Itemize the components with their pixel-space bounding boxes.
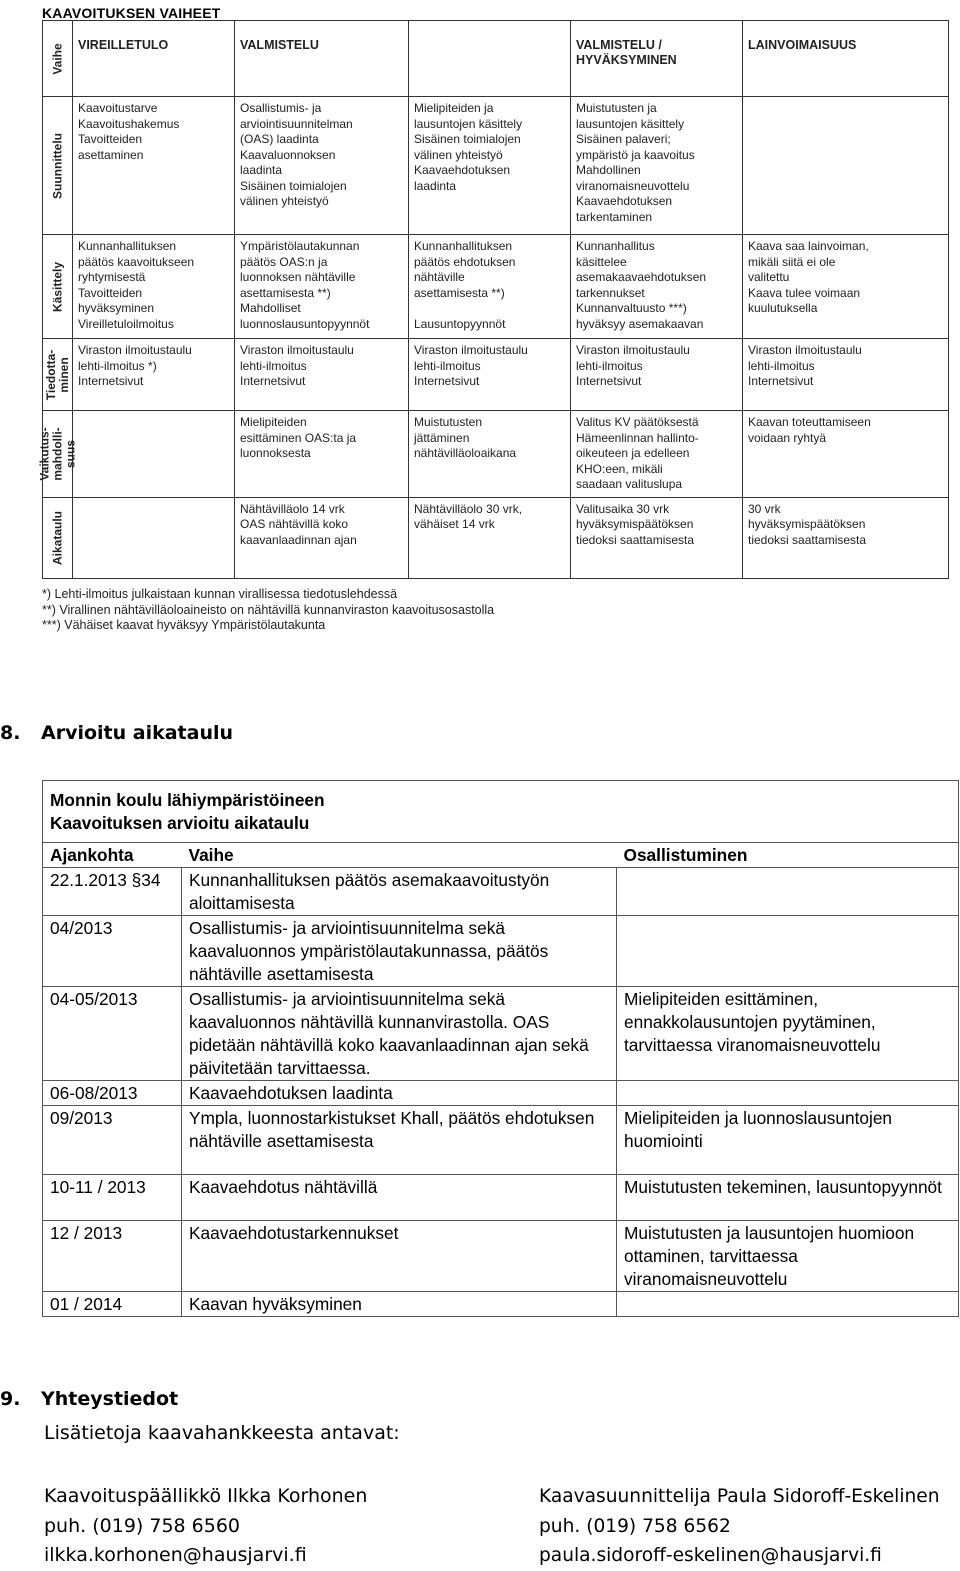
schedule-participation: Muistutusten ja lausuntojen huomioon ottaminen, tarvittaessa viranomaisneuvottelu	[617, 1221, 959, 1292]
table-row	[43, 1292, 959, 1317]
schedule-phase: Kaavaehdotuksen laadinta	[182, 1081, 617, 1106]
phase-cell: Nähtävilläolo 30 vrk, vähäiset 14 vrk	[409, 497, 571, 578]
section-number: 9.	[0, 1388, 21, 1410]
table-row	[43, 1106, 959, 1175]
contact-name: Kaavasuunnittelija Paula Sidoroff-Eskelinen	[539, 1486, 940, 1507]
phase-cell: Kaava saa lainvoiman, mikäli siitä ei ole valitettu Kaava tulee voimaan kuulutuksella	[743, 235, 949, 339]
schedule-date: 04/2013	[43, 916, 182, 987]
phase-cell: Mielipiteiden esittäminen OAS:ta ja luonnoksesta	[235, 411, 409, 498]
phases-row	[43, 497, 949, 578]
table-row	[43, 1175, 959, 1221]
phase-cell: Kunnanhallituksen päätös ehdotuksen nähtäville asettamisesta **) Lausuntopyynnöt	[409, 235, 571, 339]
section-heading-schedule	[0, 722, 233, 744]
schedule-caption-line: Kaavoituksen arvioitu aikataulu	[50, 813, 310, 833]
schedule-participation: Muistutusten tekeminen, lausuntopyynnöt	[617, 1175, 959, 1221]
contact-name: Kaavoituspäällikkö Ilkka Korhonen	[44, 1485, 368, 1507]
phase-cell: Mielipiteiden ja lausuntojen käsittely Sisäinen toimialojen välinen yhteistyö Kaavaehdotuksen laadinta	[409, 97, 571, 235]
footnotes	[42, 587, 494, 634]
contact-phone: puh. (019) 758 6562	[539, 1515, 731, 1537]
contact-email-link[interactable]: paula.sidoroff-eskelinen@hausjarvi.fi	[539, 1545, 882, 1566]
row-label-aikataulu: Aikataulu	[43, 497, 73, 578]
schedule-date: 09/2013	[43, 1106, 182, 1175]
schedule-phase: Kaavaehdotustarkennukset	[182, 1221, 617, 1292]
section-heading-contacts	[0, 1388, 178, 1410]
phase-cell: Kaavan toteuttamiseen voidaan ryhtyä	[743, 411, 949, 498]
schedule-caption	[43, 781, 959, 843]
schedule-date: 01 / 2014	[43, 1292, 182, 1317]
row-label-tiedottaminen: Tiedotta- minen	[43, 339, 73, 411]
phases-row	[43, 339, 949, 411]
schedule-date: 10-11 / 2013	[43, 1175, 182, 1221]
schedule-date: 12 / 2013	[43, 1221, 182, 1292]
table-row	[43, 916, 959, 987]
phase-header-empty	[409, 21, 571, 97]
contact-email-link[interactable]: ilkka.korhonen@hausjarvi.fi	[44, 1544, 307, 1566]
footnote: **) Virallinen nähtävilläoloaineisto on nähtävillä kunnanviraston kaavoitusosastolla	[42, 602, 495, 617]
row-label-vaikutusmahdollisuus: Vaikutus- mahdolli- suus	[43, 411, 73, 498]
schedule-phase: Kaavaehdotus nähtävillä	[182, 1175, 617, 1221]
contacts-intro: Lisätietoja kaavahankkeesta antavat:	[44, 1422, 400, 1444]
phases-header-row	[43, 21, 949, 97]
schedule-table	[42, 780, 959, 1317]
footnote: *) Lehti-ilmoitus julkaistaan kunnan virallisessa tiedotuslehdessä	[42, 587, 398, 601]
phase-header-valmistelu: VALMISTELU	[235, 21, 409, 97]
schedule-date: 22.1.2013 §34	[43, 868, 182, 916]
schedule-date: 04-05/2013	[43, 987, 182, 1081]
contact-card	[539, 1482, 940, 1571]
phases-row	[43, 235, 949, 339]
phase-cell: Ympäristölautakunnan päätös OAS:n ja luonnoksen nähtäville asettamisesta **) Mahdolliset luonnoslausuntopyynnöt	[235, 235, 409, 339]
table-row	[43, 1221, 959, 1292]
schedule-participation	[617, 868, 959, 916]
phases-row	[43, 97, 949, 235]
phase-cell: Kunnanhallitus käsittelee asemakaavaehdotuksen tarkennukset Kunnanvaltuusto ***) hyväksyy asemakaavan	[571, 235, 743, 339]
column-header-phase: Vaihe	[182, 843, 617, 868]
phase-cell: Viraston ilmoitustaulu lehti-ilmoitus Internetsivut	[743, 339, 949, 411]
section-title: Yhteystiedot	[41, 1388, 179, 1410]
phase-cell: Viraston ilmoitustaulu lehti-ilmoitus Internetsivut	[235, 339, 409, 411]
schedule-participation: Mielipiteiden esittäminen, ennakkolausuntojen pyytäminen, tarvittaessa viranomaisneuvottelu	[617, 987, 959, 1081]
schedule-phase: Ympla, luonnostarkistukset Khall, päätös ehdotuksen nähtäville asettamisesta	[182, 1106, 617, 1175]
phase-cell: Valitusaika 30 vrk hyväksymispäätöksen tiedoksi saattamisesta	[571, 497, 743, 578]
schedule-phase: Osallistumis- ja arviointisuunnitelma sekä kaavaluonnos ympäristölautakunnassa, päätös nähtäville asettamisesta	[182, 916, 617, 987]
phase-header-hyvaksyminen: VALMISTELU / HYVÄKSYMINEN	[571, 21, 743, 97]
schedule-phase: Kunnanhallituksen päätös asemakaavoitustyön aloittamisesta	[182, 868, 617, 916]
phase-cell: Muistutusten ja lausuntojen käsittely Sisäinen palaveri; ympäristö ja kaavoitus Mahdollinen viranomaisneuvottelu Kaavaehdotuksen tarkentaminen	[571, 97, 743, 235]
phases-title: KAAVOITUKSEN VAIHEET	[42, 5, 221, 21]
phase-cell: Nähtävilläolo 14 vrk OAS nähtävillä koko kaavanlaadinnan ajan	[235, 497, 409, 578]
section-title: Arvioitu aikataulu	[41, 722, 234, 744]
section-number: 8.	[0, 722, 21, 744]
phase-cell: Muistutusten jättäminen nähtävilläoloaikana	[409, 411, 571, 498]
phases-table	[37, 20, 949, 579]
schedule-phase: Osallistumis- ja arviointisuunnitelma sekä kaavaluonnos nähtävillä kunnanvirastolla. OAS pidetään nähtävillä koko kaavanlaadinnan ajan sekä päivitetään tarvittaessa.	[182, 987, 617, 1081]
phase-cell: Kunnanhallituksen päätös kaavoitukseen ryhtymisestä Tavoitteiden hyväksyminen Vireilletuloilmoitus	[73, 235, 235, 339]
phase-header-vireilletulo: VIREILLETULO	[73, 21, 235, 97]
phase-cell: Kaavoitustarve Kaavoitushakemus Tavoitteiden asettaminen	[73, 97, 235, 235]
schedule-caption-row	[43, 781, 959, 843]
phase-cell	[743, 97, 949, 235]
schedule-participation: Mielipiteiden ja luonnoslausuntojen huomiointi	[617, 1106, 959, 1175]
phase-cell: Viraston ilmoitustaulu lehti-ilmoitus Internetsivut	[409, 339, 571, 411]
schedule-date: 06-08/2013	[43, 1081, 182, 1106]
schedule-caption-line: Monnin koulu lähiympäristöineen	[50, 790, 325, 810]
table-row	[43, 987, 959, 1081]
contact-card	[44, 1482, 367, 1571]
row-label-suunnittelu: Suunnittelu	[43, 97, 73, 235]
phase-cell: Osallistumis- ja arviointisuunnitelman (OAS) laadinta Kaavaluonnoksen laadinta Sisäinen toimialojen välinen yhteistyö	[235, 97, 409, 235]
contact-phone: puh. (019) 758 6560	[44, 1514, 241, 1537]
phase-cell: 30 vrk hyväksymispäätöksen tiedoksi saattamisesta	[743, 497, 949, 578]
column-header-participation: Osallistuminen	[617, 843, 959, 868]
schedule-phase: Kaavan hyväksyminen	[182, 1292, 617, 1317]
row-label-kasittely: Käsittely	[43, 235, 73, 339]
footnote: ***) Vähäiset kaavat hyväksyy Ympäristölautakunta	[42, 618, 326, 632]
schedule-participation	[617, 1292, 959, 1317]
schedule-participation	[617, 916, 959, 987]
phase-cell: Valitus KV päätöksestä Hämeenlinnan hallinto- oikeuteen ja edelleen KHO:een, mikäli saadaan valituslupa	[571, 411, 743, 498]
column-header-date: Ajankohta	[43, 843, 182, 868]
schedule-header-row	[43, 843, 959, 868]
phase-cell: Viraston ilmoitustaulu lehti-ilmoitus Internetsivut	[571, 339, 743, 411]
phase-cell	[73, 411, 235, 498]
phases-row	[43, 411, 949, 498]
table-row	[43, 1081, 959, 1106]
table-row	[43, 868, 959, 916]
phase-cell: Viraston ilmoitustaulu lehti-ilmoitus *) Internetsivut	[73, 339, 235, 411]
phase-header-lainvoimaisuus: LAINVOIMAISUUS	[743, 21, 949, 97]
row-label-vaihe: Vaihe	[43, 21, 73, 97]
phase-cell	[73, 497, 235, 578]
schedule-participation	[617, 1081, 959, 1106]
